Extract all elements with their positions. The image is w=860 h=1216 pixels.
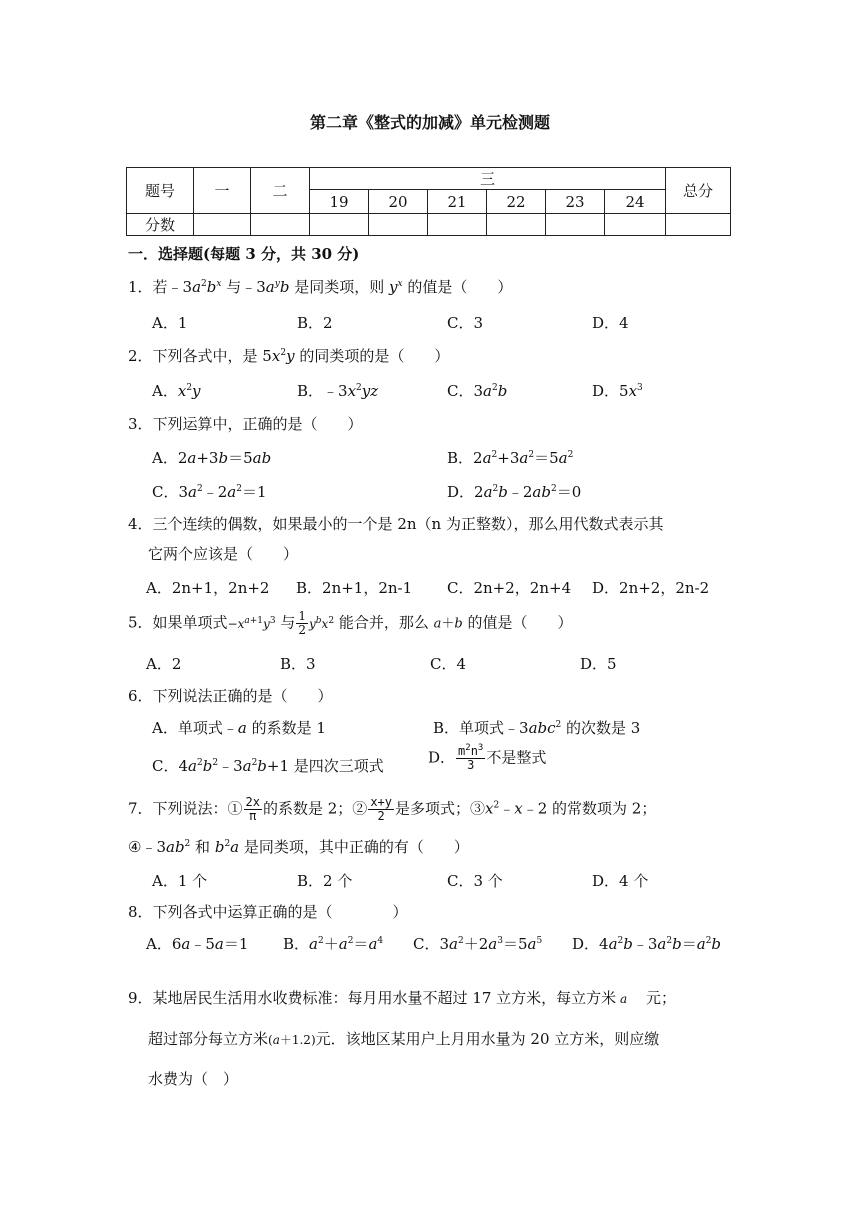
question-7-line1: 7．下列说法：① $\frac{2x}{\pi}$ 的系数是 2；② $\frac{x+y}{2}$ 是多项式；$③x^2﹣x﹣2$ 的常数项为 2； bbox=[128, 795, 657, 823]
col-22: 22 bbox=[487, 190, 546, 214]
q7-option-a[interactable]: A．1 个 bbox=[152, 872, 208, 890]
q6-option-a[interactable]: A．单项式﹣a 的系数是 1 bbox=[152, 719, 326, 737]
q7-option-c[interactable]: C．3 个 bbox=[447, 872, 503, 890]
q7-option-b[interactable]: B．2 个 bbox=[297, 872, 353, 890]
q4-option-c[interactable]: C．2n+2，2n+4 bbox=[447, 579, 572, 597]
q6-option-b[interactable]: B．单项式﹣3abc$^2$ 的次数是 3 bbox=[433, 719, 641, 737]
question-3: 3．下列运算中，正确的是（ ） bbox=[128, 415, 363, 433]
q2-option-d[interactable]: D．$5x^3$ bbox=[592, 382, 643, 400]
question-7-line2: $④﹣3ab^2$ 和 $b^2a$ 是同类项，其中正确的有（ ） bbox=[128, 838, 469, 856]
question-8: 8．下列各式中运算正确的是（ ） bbox=[128, 903, 408, 921]
score-table bbox=[126, 167, 731, 236]
col-23: 23 bbox=[546, 190, 605, 214]
question-6: 6．下列说法正确的是（ ） bbox=[128, 687, 333, 705]
score-cell[interactable] bbox=[310, 214, 369, 236]
q1-option-d[interactable]: D．4 bbox=[592, 314, 629, 332]
q4-option-b[interactable]: B．2n+1，2n-1 bbox=[296, 579, 413, 597]
q3-option-c[interactable]: C．$3a^2﹣2a^2=1$ bbox=[152, 483, 267, 501]
q8-option-d[interactable]: D．$4a^2b﹣3a^2b=a^2b$ bbox=[572, 935, 722, 953]
header-total: 总分 bbox=[666, 168, 731, 214]
question-9-line2: 超过部分每立方米(a＋1.2)元．该地区某用户上月用水量为 20 立方米，则应缴 bbox=[148, 1030, 660, 1048]
q8-option-a[interactable]: A．6a﹣5a＝1 bbox=[146, 935, 249, 953]
page-title: 第二章《整式的加减》单元检测题 bbox=[309, 113, 550, 132]
score-cell[interactable] bbox=[605, 214, 666, 236]
q3-option-a[interactable]: A．2a+3b＝5ab bbox=[152, 449, 272, 467]
q8-option-b[interactable]: B．$a^2+a^2=a^4$ bbox=[283, 935, 384, 953]
question-5: 5．如果单项式$-x^{a+1}y^3$ 与 $\frac{1}{2}$ $y^bx^2$ 能合并，那么 a＋b 的值是（ ） bbox=[128, 609, 573, 637]
col-21: 21 bbox=[428, 190, 487, 214]
col-24: 24 bbox=[605, 190, 666, 214]
q9-text-1: 9．某地居民生活用水收费标准：每月用水量不超过 17 立方米，每立方米 bbox=[128, 989, 617, 1007]
header-tihao: 题号 bbox=[127, 168, 194, 214]
q7-option-d[interactable]: D．4 个 bbox=[592, 872, 649, 890]
col-20: 20 bbox=[369, 190, 428, 214]
question-9-line1: 9．某地居民生活用水收费标准：每月用水量不超过 17 立方米，每立方米 a 元； bbox=[128, 989, 677, 1007]
q3-option-d[interactable]: D．$2a^2b﹣2ab^2=0$ bbox=[447, 483, 582, 501]
q5-option-a[interactable]: A．2 bbox=[146, 655, 182, 673]
question-9-line3: 水费为（ ） bbox=[148, 1070, 239, 1088]
header-part3: 三 bbox=[310, 168, 666, 190]
score-cell[interactable] bbox=[428, 214, 487, 236]
q9-text-1b: 元； bbox=[646, 989, 677, 1007]
question-1: 1．若$﹣3a^2b^x$ 与$﹣3a^yb$ 是同类项，则 $y^x$ 的值是（ ） bbox=[128, 278, 513, 296]
q5-option-c[interactable]: C．4 bbox=[430, 655, 467, 673]
q9-text-2a: 超过部分每立方米 bbox=[148, 1030, 269, 1048]
q2-option-c[interactable]: C．$3a^2b$ bbox=[447, 382, 508, 400]
q1-option-a[interactable]: A．1 bbox=[152, 314, 188, 332]
question-2: 2．下列各式中，是 $5x^2y$ 的同类项的是（ ） bbox=[128, 347, 450, 365]
question-4-line1: 4．三个连续的偶数，如果最小的一个是 2n（n 为正整数），那么用代数式表示其 bbox=[128, 515, 664, 533]
q1-option-c[interactable]: C．3 bbox=[447, 314, 484, 332]
score-cell[interactable] bbox=[546, 214, 605, 236]
header-part1: 一 bbox=[194, 168, 251, 214]
score-cell[interactable] bbox=[487, 214, 546, 236]
q3-option-b[interactable]: B．$2a^2+3a^2=5a^2$ bbox=[447, 449, 574, 467]
q6-option-d[interactable]: D． $\frac{m^2n^3}{3}$ 不是整式 bbox=[428, 743, 547, 772]
q1-option-b[interactable]: B．2 bbox=[297, 314, 333, 332]
q6-option-c[interactable]: C．$4a^2b^2﹣3a^2b+1$ 是四次三项式 bbox=[152, 757, 384, 775]
question-4-line2: 它两个应该是（ ） bbox=[148, 545, 299, 563]
score-cell[interactable] bbox=[369, 214, 428, 236]
score-cell[interactable] bbox=[251, 214, 310, 236]
q8-option-c[interactable]: C．$3a^2+2a^3=5a^5$ bbox=[413, 935, 543, 953]
q5-option-b[interactable]: B．3 bbox=[280, 655, 316, 673]
section-heading: 一．选择题(每题 3 分，共 30 分) bbox=[128, 245, 360, 263]
q2-option-b[interactable]: B．$﹣3x^2yz$ bbox=[297, 382, 379, 400]
q9-text-2b: 元．该地区某用户上月用水量为 20 立方米，则应缴 bbox=[315, 1030, 660, 1048]
header-part2: 二 bbox=[251, 168, 310, 214]
q4-option-a[interactable]: A．2n+1，2n+2 bbox=[146, 579, 270, 597]
score-cell[interactable] bbox=[194, 214, 251, 236]
q4-option-d[interactable]: D．2n+2，2n-2 bbox=[592, 579, 710, 597]
score-cell[interactable] bbox=[666, 214, 731, 236]
header-fenshu: 分数 bbox=[127, 214, 194, 236]
q2-option-a[interactable]: A．$x^2y$ bbox=[152, 382, 201, 400]
q5-option-d[interactable]: D．5 bbox=[580, 655, 617, 673]
col-19: 19 bbox=[310, 190, 369, 214]
